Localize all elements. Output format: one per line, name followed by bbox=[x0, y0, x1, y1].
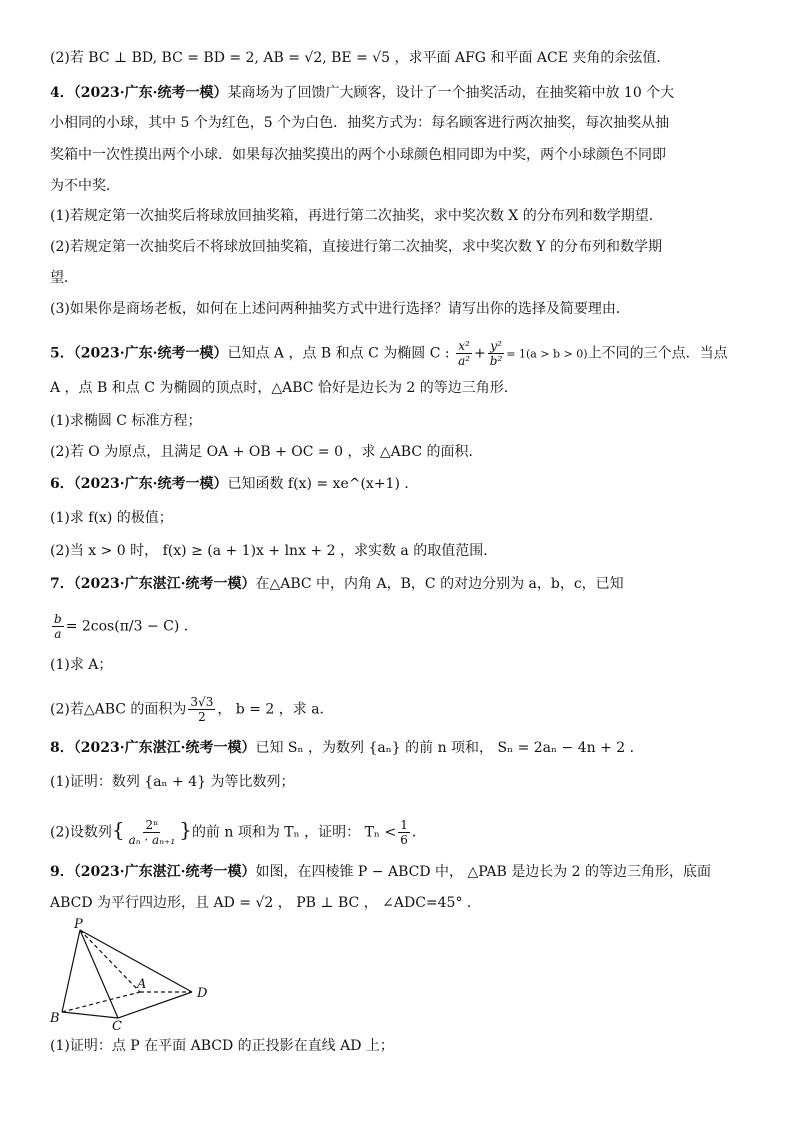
q9-part1: (1)证明：点 P 在平面 ABCD 的正投影在直线 AD 上； bbox=[50, 1038, 394, 1054]
q4-part2-b: 望． bbox=[50, 270, 78, 286]
q8-part2-end: ． bbox=[411, 824, 426, 841]
q4-stem-line1 bbox=[50, 83, 674, 103]
q5-equation-rest: = 1(a > b > 0) bbox=[506, 347, 588, 361]
pyramid-figure bbox=[50, 918, 220, 1030]
q8-part1: (1)证明：数列 {aₙ + 4} 为等比数列； bbox=[50, 774, 295, 790]
edge-BC bbox=[62, 1012, 118, 1018]
label-A: A bbox=[137, 977, 147, 992]
q4-part2-a: (2)若规定第一次抽奖后不将球放回抽奖箱，直接进行第二次抽奖，求中奖次数 Y 的分布列和数学期 bbox=[50, 239, 662, 255]
q4-stem-line2: 小相同的小球，其中 5 个为红色，5 个为白色．抽奖方式为：每名顾客进行两次抽奖，每次抽奖从抽 bbox=[50, 115, 670, 131]
q4-heading: 4．（2023·广东·统考一模） bbox=[50, 85, 228, 101]
q8-sequence-fraction: $\frac{\text{2ⁿ}}{\text{aₙ · aₙ₊₁}}$ bbox=[128, 818, 176, 847]
q7-part2-text: (2)若△ABC 的面积为 bbox=[50, 701, 187, 718]
q5-part2: (2)若 O 为原点，且满足 OA + OB + OC = 0 ，求 △ABC 的面积． bbox=[50, 444, 483, 460]
label-P: P bbox=[74, 918, 83, 932]
q9-text: 如图，在四棱锥 P − ABCD 中， △PAB 是边长为 2 的等边三角形，底面 bbox=[255, 864, 712, 880]
edge-PC bbox=[80, 930, 118, 1018]
q8-stem bbox=[50, 738, 644, 758]
q7-stem-line1 bbox=[50, 574, 624, 594]
q7-text: 在△ABC 中，内角 A，B，C 的对边分别为 a，b，c，已知 bbox=[255, 576, 624, 592]
q7-heading: 7．（2023·广东湛江·统考一模） bbox=[50, 576, 256, 592]
q5-heading: 5．（2023·广东·统考一模） bbox=[50, 345, 228, 362]
q6-heading: 6．（2023·广东·统考一模） bbox=[50, 476, 228, 492]
q6-part2: (2)当 x > 0 时， f(x) ≥ (a + 1)x + lnx + 2 ，求实数 a 的取值范围． bbox=[50, 543, 498, 559]
q8-part2-text: (2)设数列 bbox=[50, 824, 112, 841]
q7-part2 bbox=[50, 695, 334, 724]
label-B: B bbox=[50, 1011, 60, 1026]
edge-CD bbox=[118, 992, 192, 1018]
q5-text-a: 已知点 A ，点 B 和点 C 为椭圆 C : bbox=[227, 345, 450, 362]
q8-bound-fraction: $\frac{1}{6}$ bbox=[400, 818, 408, 847]
q4-text: 某商场为了回馈广大顾客，设计了一个抽奖活动，在抽奖箱中放 10 个大 bbox=[227, 85, 675, 101]
q6-stem bbox=[50, 474, 418, 494]
label-C: C bbox=[112, 1019, 122, 1030]
q9-heading: 9．（2023·广东湛江·统考一模） bbox=[50, 864, 256, 880]
q4-stem-line4: 为不中奖． bbox=[50, 178, 120, 194]
q8-text: 已知 Sₙ ，为数列 {aₙ} 的前 n 项和， Sₙ = 2aₙ − 4n + 2 ． bbox=[255, 740, 644, 756]
q5-fraction-y: $\frac{\text{y²}}{\text{b²}}$ bbox=[489, 339, 503, 368]
q5-fraction-x: $\frac{\text{x²}}{\text{a²}}$ bbox=[458, 339, 471, 368]
edge-PB bbox=[62, 930, 80, 1012]
q5-part1: (1)求椭圆 C 标准方程； bbox=[50, 413, 202, 429]
q7-area-fraction: $\frac{3√3}{2}$ bbox=[190, 695, 214, 724]
q7-part2-rest: ， b = 2 ，求 a． bbox=[217, 701, 334, 718]
q4-stem-line3: 奖箱中一次性摸出两个小球．如果每次抽奖摸出的两个小球颜色相同即为中奖，两个小球颜色不同即 bbox=[50, 147, 666, 163]
q5-text-b: 上不同的三个点．当点 bbox=[587, 345, 728, 362]
q8-heading: 8．（2023·广东湛江·统考一模） bbox=[50, 740, 256, 756]
edge-PA-hidden bbox=[80, 930, 140, 992]
q9-stem-line2: ABCD 为平行四边形，且 AD = √2 ， PB ⊥ BC ， ∠ADC=45° ． bbox=[50, 895, 481, 911]
q8-part2-middle: 的前 n 项和为 Tₙ ，证明： Tₙ < bbox=[191, 824, 397, 841]
edge-BA-hidden bbox=[62, 992, 140, 1012]
q5-stem-line2: A ，点 B 和点 C 为椭圆的顶点时，△ABC 恰好是边长为 2 的等边三角形． bbox=[50, 380, 518, 396]
q7-fraction-b-over-a: $\frac{b}{a}$ bbox=[54, 612, 62, 641]
q4-part3: (3)如果你是商场老板，如何在上述问两种抽奖方式中进行选择？请写出你的选择及简要理由． bbox=[50, 301, 630, 317]
q9-stem-line1 bbox=[50, 862, 711, 882]
q7-part1: (1)求 A； bbox=[50, 657, 113, 673]
q6-text: 已知函数 f(x) = xe^(x+1) ． bbox=[227, 476, 419, 492]
q6-part1: (1)求 f(x) 的极值； bbox=[50, 510, 173, 526]
q5-stem-line1: 5．（2023·广东·统考一模）已知点 A ，点 B 和点 C 为椭圆 C : $\frac{\text{x²}}{\text{a²}}$ + $\frac{\text{y²}}{\text{b²}}$ = 1(a > b > 0)上不同的三个点．当点 bbox=[50, 339, 728, 368]
q7-equation-rest: = 2cos(π/3 − C) ． bbox=[65, 618, 198, 635]
q4-part1: (1)若规定第一次抽奖后将球放回抽奖箱，再进行第二次抽奖，求中奖次数 X 的分布列和数学期望． bbox=[50, 208, 663, 224]
edge-PD bbox=[80, 930, 192, 992]
q8-part2: (2)设数列{ $\frac{\text{2ⁿ}}{\text{aₙ · aₙ₊₁}}$ }的前 n 项和为 Tₙ ，证明： Tₙ < $\frac{1}{6}$ ． bbox=[50, 817, 426, 847]
label-D: D bbox=[197, 986, 208, 1001]
q3-part2: (2)若 BC ⊥ BD, BC = BD = 2, AB = √2, BE = √5 ，求平面 AFG 和平面 ACE 夹角的余弦值． bbox=[50, 50, 671, 66]
q7-stem-line2 bbox=[50, 612, 198, 641]
